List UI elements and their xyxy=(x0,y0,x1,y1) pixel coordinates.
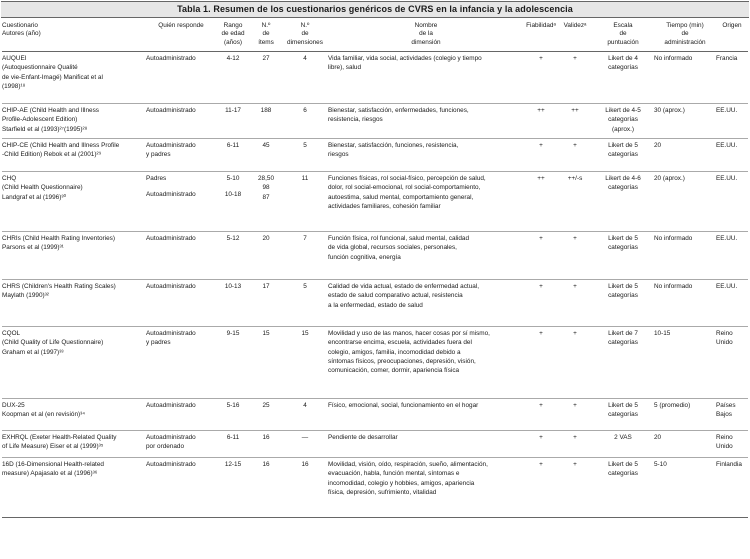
cell-validez: ++/-s xyxy=(558,171,592,231)
chq-items-padres: 28,50 98 xyxy=(258,174,274,192)
header-rango: Rango de edad (años) xyxy=(216,22,250,51)
table-row-dux25 xyxy=(2,398,748,430)
cell-escala: Likert de 7 categorías xyxy=(592,326,654,398)
cell-items xyxy=(250,171,282,231)
cell-origen: Reino Unido xyxy=(716,430,748,457)
cell-tiempo: 20 (aprox.) xyxy=(654,171,716,231)
cell-responde: Autoadministrado xyxy=(146,51,216,103)
cell-cuestionario: CHQ (Child Health Questionnaire) Landgraf et al (1996)³⁰ xyxy=(2,171,146,231)
cell-rango: 6-11 xyxy=(216,430,250,457)
cell-nombre: Físico, emocional, social, funcionamiento en el hogar xyxy=(328,398,524,430)
header-validez: Validezᵃ xyxy=(558,22,592,51)
cell-tiempo: 30 (aprox.) xyxy=(654,103,716,138)
cell-tiempo: 20 xyxy=(654,430,716,457)
cell-rango: 6-11 xyxy=(216,138,250,171)
cell-nombre: Funciones físicas, rol social-físico, percepción de salud, dolor, rol social-emocional, rol social-comportamiento, autoestima, salud mental, comportamiento general, actividades familiares, cohesión familiar xyxy=(328,171,524,231)
cell-nombre: Bienestar, satisfacción, funciones, resistencia, riesgos xyxy=(328,138,524,171)
cell-nombre: Movilidad y uso de las manos, hacer cosas por sí mismo, encontrarse encima, escuela, actividades fuera del colegio, amigos, familia, incomodidad debido a síntomas físicos, preocupaciones, depresión, visión, comunicación, comer, dormir, apariencia física xyxy=(328,326,524,398)
cell-items: 15 xyxy=(250,326,282,398)
table-row-chrs xyxy=(2,279,748,326)
cell-cuestionario: EXHRQL (Exeter Health-Related Quality of Life Measure) Eiser et al (1999)³⁵ xyxy=(2,430,146,457)
summary-table xyxy=(2,22,748,518)
cell-items: 17 xyxy=(250,279,282,326)
table-row-chip-ae xyxy=(2,103,748,138)
cell-validez: + xyxy=(558,51,592,103)
table-row-auquei xyxy=(2,51,748,103)
cell-origen: Francia xyxy=(716,51,748,103)
table-row-chris xyxy=(2,231,748,279)
cell-origen: EE.UU. xyxy=(716,231,748,279)
cell-cuestionario: CHRIs (Child Health Rating Inventories) Parsons et al (1999)³¹ xyxy=(2,231,146,279)
table-row-16d xyxy=(2,457,748,517)
cell-rango: 4-12 xyxy=(216,51,250,103)
cell-fiabilidad: + xyxy=(524,326,558,398)
cell-escala: Likert de 5 categorías xyxy=(592,279,654,326)
cell-items: 16 xyxy=(250,457,282,517)
header-nombre: Nombre de la dimensión xyxy=(328,22,524,51)
header-dims: N.º de dimensiones xyxy=(282,22,328,51)
cell-rango: 12-15 xyxy=(216,457,250,517)
cell-dims: 4 xyxy=(282,51,328,103)
cell-validez: + xyxy=(558,326,592,398)
cell-responde: Autoadministrado y padres xyxy=(146,326,216,398)
cell-tiempo: 10-15 xyxy=(654,326,716,398)
cell-escala: Likert de 5 categorías xyxy=(592,231,654,279)
cell-dims: 7 xyxy=(282,231,328,279)
cell-origen: EE.UU. xyxy=(716,279,748,326)
cell-escala: Likert de 5 categorías xyxy=(592,398,654,430)
cell-cuestionario: CHRS (Children's Health Rating Scales) Maylath (1990)³² xyxy=(2,279,146,326)
cell-responde: Autoadministrado xyxy=(146,398,216,430)
cell-escala: Likert de 4-6 categorías xyxy=(592,171,654,231)
cell-responde: Autoadministrado xyxy=(146,457,216,517)
cell-responde: Autoadministrado xyxy=(146,231,216,279)
cell-nombre: Calidad de vida actual, estado de enfermedad actual, estado de salud comparativo actual, resistencia a la enfermedad, estado de salud xyxy=(328,279,524,326)
cell-fiabilidad: + xyxy=(524,398,558,430)
cell-validez: ++ xyxy=(558,103,592,138)
cell-origen: EE.UU. xyxy=(716,138,748,171)
cell-rango: 10-13 xyxy=(216,279,250,326)
cell-nombre: Vida familiar, vida social, actividades (colegio y tiempo libre), salud xyxy=(328,51,524,103)
cell-origen: Países Bajos xyxy=(716,398,748,430)
cell-responde: Autoadministrado por ordenado xyxy=(146,430,216,457)
cell-fiabilidad: + xyxy=(524,279,558,326)
header-fiabilidad: Fiabilidadᵃ xyxy=(524,22,558,51)
table-title: Tabla 1. Resumen de los cuestionarios genéricos de CVRS en la infancia y la adolescencia xyxy=(177,4,573,14)
cell-fiabilidad: + xyxy=(524,51,558,103)
cell-fiabilidad: + xyxy=(524,430,558,457)
cell-items: 16 xyxy=(250,430,282,457)
cell-dims: 5 xyxy=(282,138,328,171)
header-cuestionario: Cuestionario Autores (año) xyxy=(2,22,146,51)
cell-validez: + xyxy=(558,457,592,517)
header-escala: Escala de puntuación xyxy=(592,22,654,51)
cell-dims: 15 xyxy=(282,326,328,398)
cell-validez: + xyxy=(558,279,592,326)
chq-rango-padres: 5-10 xyxy=(226,174,240,182)
cell-dims: 11 xyxy=(282,171,328,231)
cell-responde: Autoadministrado xyxy=(146,279,216,326)
cell-dims: 16 xyxy=(282,457,328,517)
cell-rango xyxy=(216,171,250,231)
cell-rango: 9-15 xyxy=(216,326,250,398)
cell-escala: Likert de 5 categorías xyxy=(592,138,654,171)
cell-responde xyxy=(146,171,216,231)
cell-nombre: Movilidad, visión, oído, respiración, sueño, alimentación, evacuación, habla, función mental, síntomas e incomodidad, colegio y hobbies, amigos, apariencia física, depresión, sufrimiento, vitalidad xyxy=(328,457,524,517)
cell-items: 20 xyxy=(250,231,282,279)
cell-responde: Autoadministrado y padres xyxy=(146,138,216,171)
table-row-exhrql xyxy=(2,430,748,457)
cell-dims: 6 xyxy=(282,103,328,138)
cell-items: 27 xyxy=(250,51,282,103)
chq-rango-auto: 10-18 xyxy=(224,191,242,199)
header-items: N.º de ítems xyxy=(250,22,282,51)
chq-items-auto: 87 xyxy=(262,193,270,201)
cell-origen: Finlandia xyxy=(716,457,748,517)
chq-responde-padres: Padres xyxy=(146,174,167,182)
cell-items: 45 xyxy=(250,138,282,171)
cell-fiabilidad: + xyxy=(524,231,558,279)
cell-tiempo: No informado xyxy=(654,51,716,103)
cell-validez: + xyxy=(558,231,592,279)
cell-cuestionario: DUX-25 Koopman et al (en revisión)³⁴ xyxy=(2,398,146,430)
cell-rango: 11-17 xyxy=(216,103,250,138)
cell-origen: EE.UU. xyxy=(716,103,748,138)
chq-responde-auto: Autoadministrado xyxy=(146,191,196,199)
cell-tiempo: No informado xyxy=(654,231,716,279)
cell-escala: 2 VAS xyxy=(592,430,654,457)
cell-fiabilidad: + xyxy=(524,457,558,517)
cell-origen: Reino Unido xyxy=(716,326,748,398)
cell-rango: 5-16 xyxy=(216,398,250,430)
cell-fiabilidad: ++ xyxy=(524,171,558,231)
cell-origen: EE.UU. xyxy=(716,171,748,231)
cell-cuestionario: AUQUEI (Autoquestionnaire Qualité de vie-Enfant-Imagé) Manificat et al (1998)¹⁸ xyxy=(2,51,146,103)
cell-tiempo: 5 (promedio) xyxy=(654,398,716,430)
table-row-chip-ce xyxy=(2,138,748,171)
cell-rango: 5-12 xyxy=(216,231,250,279)
cell-fiabilidad: ++ xyxy=(524,103,558,138)
header-row xyxy=(2,22,748,51)
cell-dims: 5 xyxy=(282,279,328,326)
cell-dims: — xyxy=(282,430,328,457)
cell-tiempo: 5-10 xyxy=(654,457,716,517)
cell-tiempo: 20 xyxy=(654,138,716,171)
cell-escala: Likert de 4-5 categorías (aprox.) xyxy=(592,103,654,138)
cell-validez: + xyxy=(558,430,592,457)
cell-cuestionario: 16D (16-Dimensional Health-related measure) Apajasalo et al (1996)³⁶ xyxy=(2,457,146,517)
cell-escala: Likert de 5 categorías xyxy=(592,457,654,517)
cell-responde: Autoadministrado xyxy=(146,103,216,138)
header-responde: Quién responde xyxy=(146,22,216,51)
cell-dims: 4 xyxy=(282,398,328,430)
cell-cuestionario: CQOL (Child Quality of Life Questionnaire) Graham et al (1997)³³ xyxy=(2,326,146,398)
cell-escala: Likert de 4 categorías xyxy=(592,51,654,103)
cell-items: 25 xyxy=(250,398,282,430)
header-tiempo: Tiempo (min) de administración xyxy=(654,22,716,51)
cell-nombre: Función física, rol funcional, salud mental, calidad de vida global, recursos sociales, personales, función cognitiva, energía xyxy=(328,231,524,279)
cell-cuestionario: CHIP-CE (Child Health and Illness Profile -Child Edition) Rebok et al (2001)²⁹ xyxy=(2,138,146,171)
cell-validez: + xyxy=(558,138,592,171)
table-row-chq xyxy=(2,171,748,231)
cell-items: 188 xyxy=(250,103,282,138)
table-title-bar xyxy=(1,1,749,18)
header-origen: Origen xyxy=(716,22,748,51)
table-row-cqol xyxy=(2,326,748,398)
cell-nombre: Pendiente de desarrollar xyxy=(328,430,524,457)
cell-validez: + xyxy=(558,398,592,430)
cell-tiempo: No informado xyxy=(654,279,716,326)
cell-cuestionario: CHIP-AE (Child Health and Illness Profile-Adolescent Edition) Starfield et al (1993)²⁷(1995)²⁸ xyxy=(2,103,146,138)
cell-nombre: Bienestar, satisfacción, enfermedades, funciones, resistencia, riesgos xyxy=(328,103,524,138)
cell-fiabilidad: + xyxy=(524,138,558,171)
